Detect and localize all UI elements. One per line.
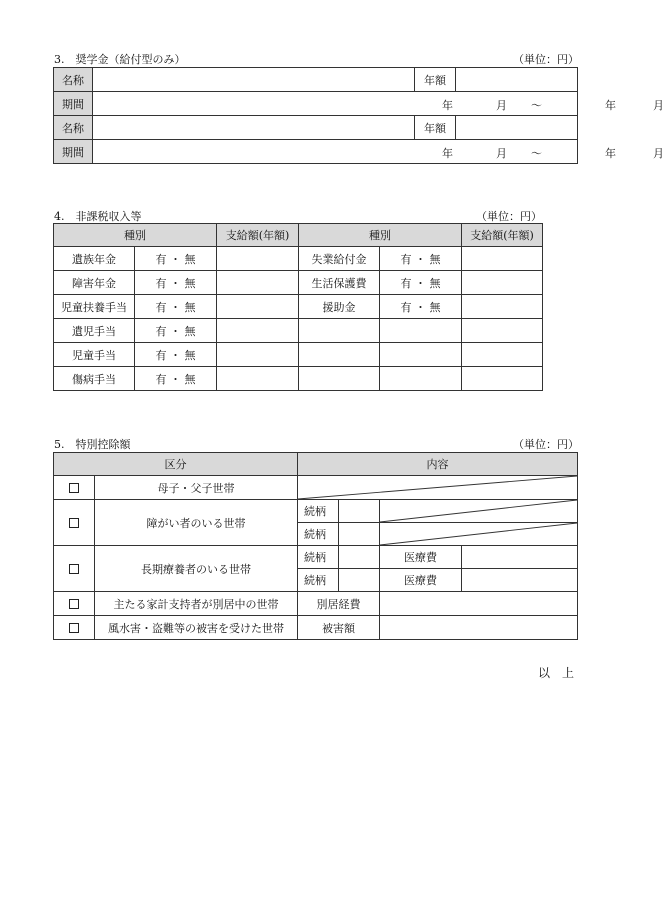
zokugara-field[interactable] bbox=[339, 569, 380, 592]
separate-living-cost-label: 別居経費 bbox=[298, 592, 380, 616]
zokugara-label: 続柄 bbox=[298, 500, 339, 523]
diagonal-line bbox=[298, 476, 577, 499]
checkbox-icon[interactable] bbox=[69, 599, 79, 609]
diagonal-line bbox=[380, 523, 577, 545]
category-header: 区分 bbox=[54, 453, 298, 476]
checkbox-long-term-patient[interactable] bbox=[54, 546, 95, 592]
section3-title: 3. 奨学金（給付型のみ） bbox=[54, 53, 186, 66]
amount-field[interactable] bbox=[217, 271, 299, 295]
row-label-long-term-patient: 長期療養者のいる世帯 bbox=[95, 546, 298, 592]
period-month: 月 bbox=[496, 146, 507, 160]
damage-amount-field[interactable] bbox=[380, 616, 578, 640]
scholarship-table bbox=[53, 67, 664, 164]
checkbox-icon[interactable] bbox=[69, 564, 79, 574]
yes-no-choice[interactable]: 有 ・ 無 bbox=[380, 271, 462, 295]
zokugara-field[interactable] bbox=[339, 523, 380, 546]
closing-text: 以 上 bbox=[538, 666, 575, 680]
item-label: 障害年金 bbox=[54, 271, 135, 295]
item-label: 失業給付金 bbox=[299, 247, 380, 271]
yes-no-choice[interactable]: 有 ・ 無 bbox=[135, 247, 217, 271]
amount-field[interactable] bbox=[217, 319, 299, 343]
section4-unit: （単位：円） bbox=[476, 210, 542, 223]
checkbox-icon[interactable] bbox=[69, 483, 79, 493]
scholarship-name-2-field[interactable] bbox=[93, 116, 415, 140]
checkbox-disaster-damage[interactable] bbox=[54, 616, 95, 640]
row-label-separate-residence: 主たる家計支持者が別居中の世帯 bbox=[95, 592, 298, 616]
period-month-end: 月 bbox=[653, 146, 664, 160]
crossed-out-cell bbox=[380, 500, 578, 523]
amount-field[interactable] bbox=[217, 247, 299, 271]
nontaxable-income-table bbox=[53, 223, 543, 391]
item-label: 遺族年金 bbox=[54, 247, 135, 271]
name-label: 名称 bbox=[54, 68, 93, 92]
yes-no-choice[interactable]: 有 ・ 無 bbox=[135, 343, 217, 367]
period-year: 年 bbox=[442, 146, 453, 160]
medical-cost-label: 医療費 bbox=[380, 546, 462, 569]
scholarship-period-2-field[interactable] bbox=[93, 140, 664, 164]
yes-no-choice[interactable]: 有 ・ 無 bbox=[135, 319, 217, 343]
type-header: 種別 bbox=[54, 224, 217, 247]
period-tilde: 〜 bbox=[531, 146, 542, 160]
period-month: 月 bbox=[496, 98, 507, 112]
section4-title: 4. 非課税収入等 bbox=[54, 210, 142, 223]
amount-field[interactable] bbox=[217, 343, 299, 367]
empty-cell bbox=[380, 319, 462, 343]
amount-field[interactable] bbox=[217, 295, 299, 319]
empty-cell bbox=[299, 319, 380, 343]
nengaku-label: 年額 bbox=[415, 116, 456, 140]
item-label: 児童扶養手当 bbox=[54, 295, 135, 319]
zokugara-field[interactable] bbox=[339, 546, 380, 569]
amount-field[interactable] bbox=[462, 247, 543, 271]
diagonal-line bbox=[380, 500, 577, 522]
name-label: 名称 bbox=[54, 116, 93, 140]
special-deduction-table bbox=[53, 452, 578, 640]
period-label: 期間 bbox=[54, 140, 93, 164]
zokugara-field[interactable] bbox=[339, 500, 380, 523]
yes-no-choice[interactable]: 有 ・ 無 bbox=[135, 295, 217, 319]
yes-no-choice[interactable]: 有 ・ 無 bbox=[135, 271, 217, 295]
section5-title: 5. 特別控除額 bbox=[54, 438, 131, 451]
empty-cell bbox=[299, 343, 380, 367]
scholarship-amount-1-field[interactable] bbox=[456, 68, 578, 92]
item-label: 傷病手当 bbox=[54, 367, 135, 391]
yes-no-choice[interactable]: 有 ・ 無 bbox=[380, 295, 462, 319]
empty-cell bbox=[462, 343, 543, 367]
amount-header: 支給額(年額) bbox=[462, 224, 543, 247]
empty-cell bbox=[462, 319, 543, 343]
damage-amount-label: 被害額 bbox=[298, 616, 380, 640]
period-tilde: 〜 bbox=[531, 98, 542, 112]
zokugara-label: 続柄 bbox=[298, 523, 339, 546]
row-label-disaster-damage: 風水害・盗難等の被害を受けた世帯 bbox=[95, 616, 298, 640]
item-label: 遺児手当 bbox=[54, 319, 135, 343]
empty-cell bbox=[299, 367, 380, 391]
amount-header: 支給額(年額) bbox=[217, 224, 299, 247]
empty-cell bbox=[380, 343, 462, 367]
period-month-end: 月 bbox=[653, 98, 664, 112]
content-header: 内容 bbox=[298, 453, 578, 476]
period-year: 年 bbox=[442, 98, 453, 112]
nengaku-label: 年額 bbox=[415, 68, 456, 92]
section5-unit: （単位：円） bbox=[513, 438, 579, 451]
item-label: 生活保護費 bbox=[299, 271, 380, 295]
empty-cell bbox=[462, 367, 543, 391]
amount-field[interactable] bbox=[217, 367, 299, 391]
yes-no-choice[interactable]: 有 ・ 無 bbox=[380, 247, 462, 271]
row-label-disabled-member: 障がい者のいる世帯 bbox=[95, 500, 298, 546]
yes-no-choice[interactable]: 有 ・ 無 bbox=[135, 367, 217, 391]
item-label: 援助金 bbox=[299, 295, 380, 319]
period-year-end: 年 bbox=[605, 98, 616, 112]
medical-cost-field[interactable] bbox=[462, 546, 578, 569]
row-label-single-parent: 母子・父子世帯 bbox=[95, 476, 298, 500]
amount-field[interactable] bbox=[462, 271, 543, 295]
zokugara-label: 続柄 bbox=[298, 569, 339, 592]
amount-field[interactable] bbox=[462, 295, 543, 319]
checkbox-separate-residence[interactable] bbox=[54, 592, 95, 616]
checkbox-single-parent[interactable] bbox=[54, 476, 95, 500]
scholarship-amount-2-field[interactable] bbox=[456, 116, 578, 140]
checkbox-icon[interactable] bbox=[69, 518, 79, 528]
checkbox-disabled-member[interactable] bbox=[54, 500, 95, 546]
section3-unit: （単位：円） bbox=[513, 53, 579, 66]
scholarship-name-1-field[interactable] bbox=[93, 68, 415, 92]
period-label: 期間 bbox=[54, 92, 93, 116]
empty-cell bbox=[380, 367, 462, 391]
period-year-end: 年 bbox=[605, 146, 616, 160]
item-label: 児童手当 bbox=[54, 343, 135, 367]
medical-cost-field[interactable] bbox=[462, 569, 578, 592]
crossed-out-cell bbox=[380, 523, 578, 546]
scholarship-period-1-field[interactable] bbox=[93, 92, 664, 116]
crossed-out-cell bbox=[298, 476, 578, 500]
medical-cost-label: 医療費 bbox=[380, 569, 462, 592]
checkbox-icon[interactable] bbox=[69, 623, 79, 633]
separate-living-cost-field[interactable] bbox=[380, 592, 578, 616]
type-header: 種別 bbox=[299, 224, 462, 247]
zokugara-label: 続柄 bbox=[298, 546, 339, 569]
